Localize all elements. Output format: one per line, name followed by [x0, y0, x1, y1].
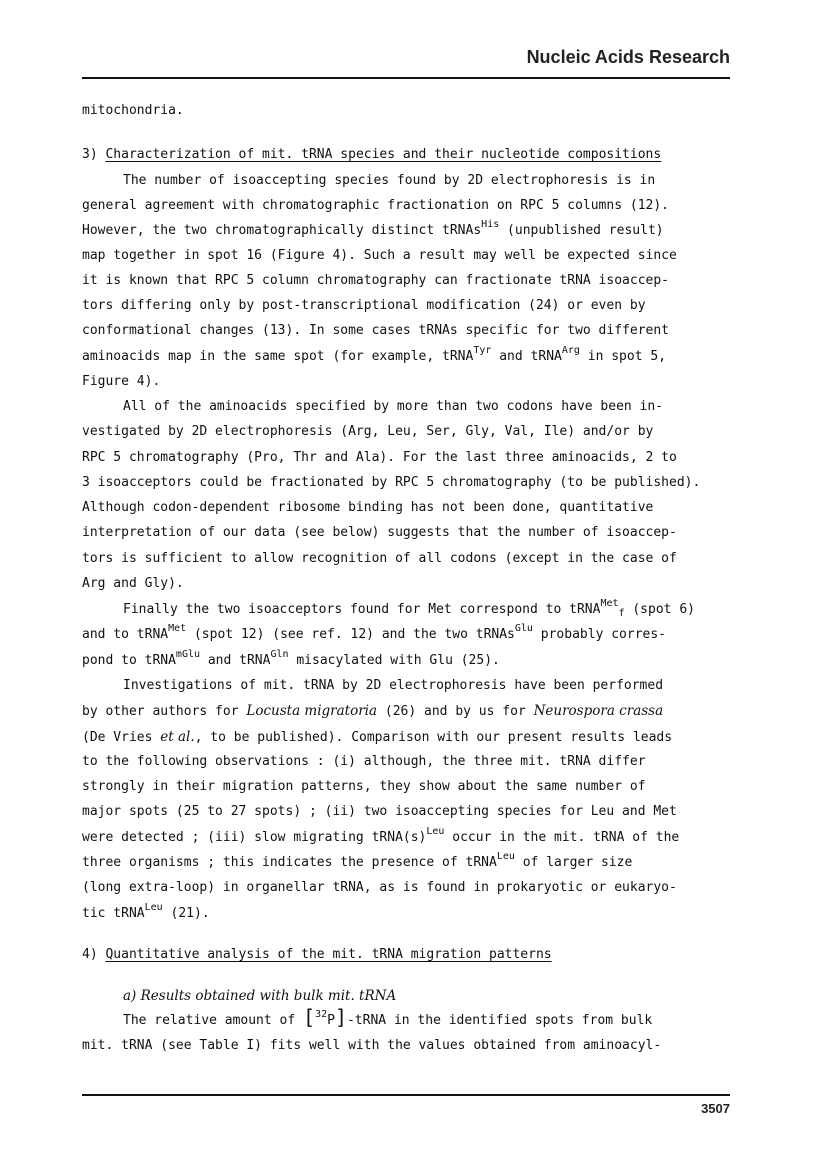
- text-line: major spots (25 to 27 spots) ; (ii) two isoaccepting species for Leu and Met: [82, 804, 677, 819]
- text-line: and to tRNA$^{Met}$ (spot 12) (see ref. 12) and the two tRNAs$^{Glu}$ probably corres-: [82, 623, 667, 642]
- text-line: tors differing only by post-transcriptional modification (24) or even by: [82, 298, 646, 313]
- text-line: aminoacids map in the same spot (for example, tRNA$^{Tyr}$ and tRNA$^{Arg}$ in spot 5,: [82, 345, 667, 364]
- text-line: tic tRNA$^{Leu}$ (21).: [82, 902, 210, 921]
- text-line: it is known that RPC 5 column chromatography can fractionate tRNA isoaccep-: [82, 273, 669, 288]
- text-line: pond to tRNA$^{mGlu}$ and tRNA$^{Gln}$ misacylated with Glu (25).: [82, 649, 500, 668]
- text-line: by other authors for Locusta migratoria (26) and by us for Neurospora crassa: [82, 703, 664, 719]
- text-line: The number of isoaccepting species found by 2D electrophoresis is in: [123, 173, 656, 188]
- text-line: map together in spot 16 (Figure 4). Such a result may well be expected since: [82, 248, 677, 263]
- text-line: (long extra-loop) in organellar tRNA, as is found in prokaryotic or eukaryo-: [82, 880, 677, 895]
- text-line: strongly in their migration patterns, they show about the same number of: [82, 779, 646, 794]
- header-rule: [82, 77, 730, 79]
- text-line: mit. tRNA (see Table I) fits well with the values obtained from aminoacyl-: [82, 1038, 662, 1053]
- text-line: However, the two chromatographically distinct tRNAs$^{His}$ (unpublished result): [82, 219, 664, 238]
- text-line: RPC 5 chromatography (Pro, Thr and Ala). For the last three aminoacids, 2 to: [82, 450, 677, 465]
- text-line: interpretation of our data (see below) suggests that the number of isoaccep-: [82, 525, 677, 540]
- text-line: conformational changes (13). In some cases tRNAs specific for two different: [82, 323, 669, 338]
- text-line: All of the aminoacids specified by more than two codons have been in-: [123, 399, 664, 414]
- text-line: Figure 4).: [82, 374, 161, 389]
- text-line: (De Vries et al., to be published). Comparison with our present results leads: [82, 729, 673, 745]
- section-heading-3: 3) Characterization of mit. tRNA species and their nucleotide compositions: [82, 147, 662, 162]
- text-line: The relative amount of [$^{32}$P]-tRNA in the identified spots from bulk: [123, 1005, 653, 1029]
- journal-title: Nucleic Acids Research: [526, 47, 730, 67]
- subsection-heading-a: a) Results obtained with bulk mit. tRNA: [123, 988, 397, 1004]
- text-line: Investigations of mit. tRNA by 2D electrophoresis have been performed: [123, 678, 664, 693]
- text-line: tors is sufficient to allow recognition of all codons (except in the case of: [82, 551, 677, 566]
- footer-rule: [82, 1094, 730, 1096]
- text-line: Finally the two isoacceptors found for Met correspond to tRNA$^{Met}_f$ (spot 6): [123, 598, 695, 619]
- section-heading-3-title: Characterization of mit. tRNA species and their nucleotide compositions: [105, 147, 662, 162]
- text-line: to the following observations : (i) although, the three mit. tRNA differ: [82, 754, 646, 769]
- text-line: vestigated by 2D electrophoresis (Arg, Leu, Ser, Gly, Val, Ile) and/or by: [82, 424, 654, 439]
- section-heading-4-title: Quantitative analysis of the mit. tRNA migration patterns: [105, 947, 552, 962]
- text-line: Although codon-dependent ribosome binding has not been done, quantitative: [82, 500, 654, 515]
- text-line: were detected ; (iii) slow migrating $tRNA(s)^{Leu}$ occur in the mit. tRNA of the: [82, 826, 680, 845]
- text-line: mitochondria.: [82, 103, 184, 118]
- text-line: general agreement with chromatographic fractionation on RPC 5 columns (12).: [82, 198, 669, 213]
- text-line: three organisms ; this indicates the presence of tRNA$^{Leu}$ of larger size: [82, 851, 633, 870]
- section-heading-4: 4) Quantitative analysis of the mit. tRNA migration patterns: [82, 947, 552, 962]
- page-number: 3507: [701, 1101, 730, 1116]
- text-line: Arg and Gly).: [82, 576, 184, 591]
- text-line: 3 isoacceptors could be fractionated by RPC 5 chromatography (to be published).: [82, 475, 701, 490]
